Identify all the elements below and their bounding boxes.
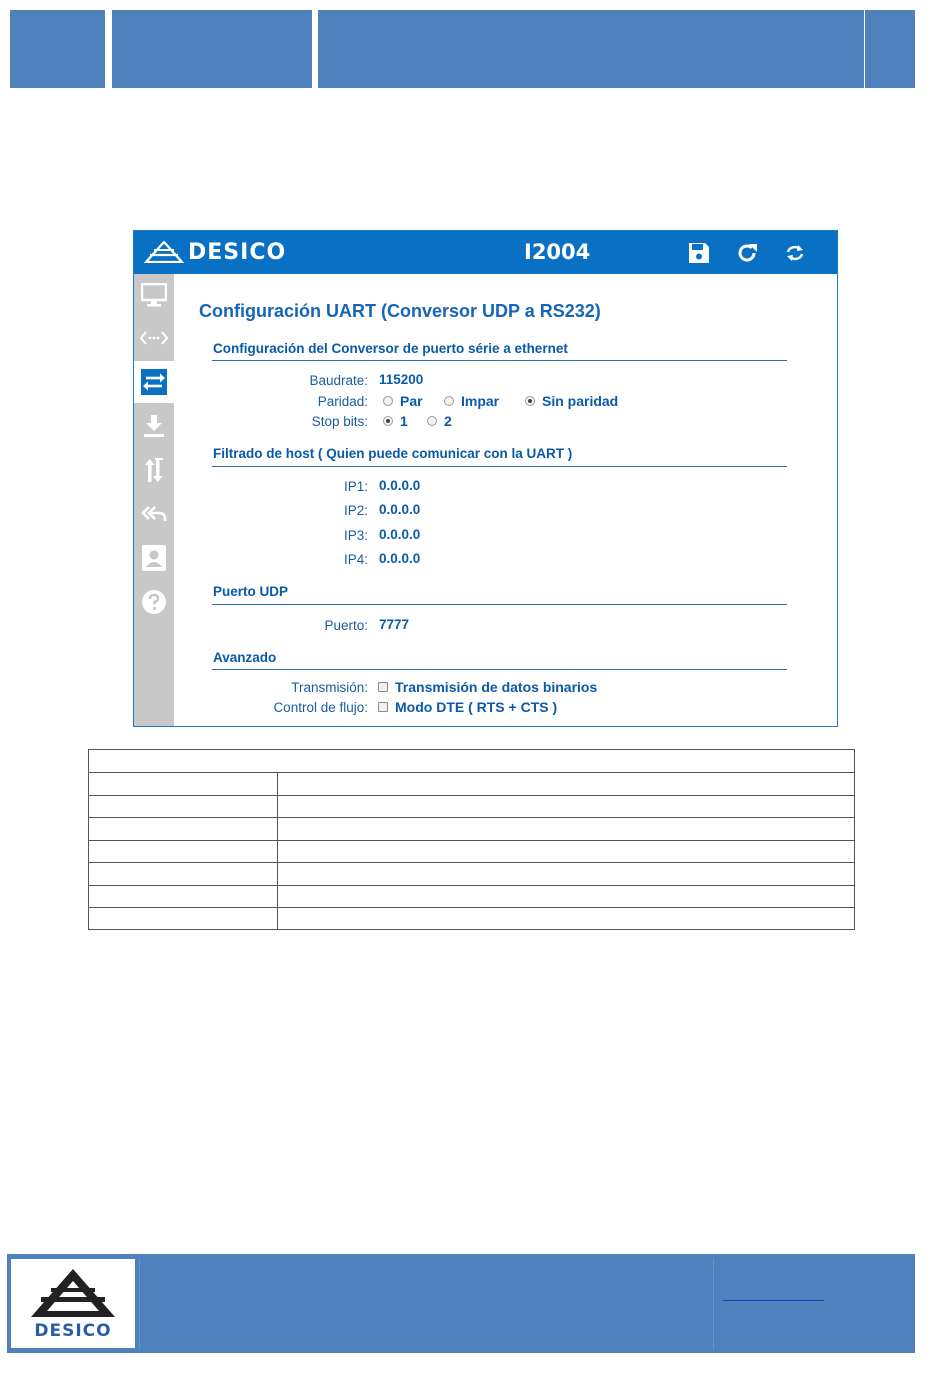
sidebar-item-uart[interactable] bbox=[134, 361, 174, 403]
delta-logo-icon bbox=[144, 241, 184, 263]
section-divider bbox=[212, 360, 787, 361]
sidebar-item-user[interactable] bbox=[134, 537, 174, 579]
sidebar-item-sort[interactable] bbox=[134, 449, 174, 491]
ip1-input[interactable]: 0.0.0.0 bbox=[379, 478, 421, 493]
table-row bbox=[89, 795, 854, 818]
sync-button[interactable] bbox=[782, 240, 808, 266]
ip4-input[interactable]: 0.0.0.0 bbox=[379, 551, 421, 566]
main-content bbox=[174, 274, 837, 726]
radio-icon bbox=[383, 396, 393, 406]
help-icon bbox=[141, 589, 167, 615]
radio-selected-icon bbox=[383, 416, 393, 426]
parity-option-label: Impar bbox=[461, 393, 500, 409]
sidebar-item-monitor[interactable] bbox=[134, 274, 174, 316]
transmission-label: Transmisión: bbox=[291, 680, 368, 695]
udp-port-label: Puerto: bbox=[324, 618, 368, 633]
dte-mode-label: Modo DTE ( RTS + CTS ) bbox=[395, 699, 558, 715]
flow-control-label: Control de flujo: bbox=[273, 700, 368, 715]
user-icon bbox=[142, 545, 166, 571]
monitor-icon bbox=[141, 283, 167, 307]
footer-logo-text: DEЅICO bbox=[34, 1321, 112, 1341]
reply-all-icon bbox=[141, 505, 167, 523]
network-icon bbox=[140, 330, 168, 346]
sidebar-item-download[interactable] bbox=[134, 405, 174, 447]
section-title-udp: Puerto UDP bbox=[213, 584, 289, 599]
dte-mode-checkbox[interactable] bbox=[378, 699, 557, 715]
binary-transmission-label: Transmisión de datos binarios bbox=[395, 679, 598, 695]
parity-option-impar[interactable] bbox=[444, 393, 499, 409]
parity-option-par[interactable] bbox=[383, 393, 423, 409]
table-row bbox=[89, 862, 854, 885]
save-icon bbox=[687, 241, 711, 265]
refresh-icon bbox=[735, 241, 759, 265]
sync-icon bbox=[784, 242, 806, 264]
table-row bbox=[89, 907, 854, 930]
stopbits-option-1[interactable] bbox=[383, 413, 408, 429]
app-header bbox=[134, 231, 837, 274]
save-button[interactable] bbox=[686, 240, 712, 266]
stopbits-label: Stop bits: bbox=[311, 414, 368, 429]
parity-option-label: Par bbox=[400, 393, 423, 409]
radio-icon bbox=[427, 416, 437, 426]
sidebar bbox=[134, 274, 174, 726]
device-config-screenshot bbox=[133, 230, 838, 727]
header-banner-cell-3 bbox=[318, 10, 864, 88]
footer-link[interactable] bbox=[723, 1300, 824, 1301]
sidebar-item-network[interactable] bbox=[134, 317, 174, 359]
download-icon bbox=[143, 414, 165, 438]
table-row bbox=[89, 885, 854, 908]
section-title-serial: Configuración del Conversor de puerto série a ethernet bbox=[213, 341, 568, 356]
section-divider bbox=[212, 466, 787, 467]
stopbits-option-label: 2 bbox=[444, 413, 452, 429]
parameter-table bbox=[88, 749, 855, 930]
baudrate-label: Baudrate: bbox=[309, 373, 368, 388]
header-banner-cell-1 bbox=[10, 10, 105, 88]
table-row bbox=[89, 817, 854, 840]
footer-divider bbox=[139, 1259, 140, 1349]
udp-port-input[interactable]: 7777 bbox=[379, 617, 410, 632]
parity-option-label: Sin paridad bbox=[542, 393, 619, 409]
brand-name: DEЅICO bbox=[188, 239, 287, 265]
table-row bbox=[89, 772, 854, 795]
section-title-host-filter: Filtrado de host ( Quien puede comunicar con la UART ) bbox=[213, 446, 573, 461]
footer-banner bbox=[7, 1254, 915, 1353]
footer-logo bbox=[11, 1259, 135, 1348]
stopbits-option-2[interactable] bbox=[427, 413, 452, 429]
radio-selected-icon bbox=[525, 396, 535, 406]
ip3-label: IP3: bbox=[343, 528, 368, 543]
device-name: I2004 bbox=[524, 240, 591, 264]
transfer-icon bbox=[141, 369, 167, 395]
table-row bbox=[89, 840, 854, 863]
header-banner-cell-4 bbox=[865, 10, 915, 88]
section-divider bbox=[212, 669, 787, 670]
binary-transmission-checkbox[interactable] bbox=[378, 679, 597, 695]
sidebar-item-reply-all[interactable] bbox=[134, 493, 174, 535]
header-banner-cell-2 bbox=[112, 10, 312, 88]
brand-logo bbox=[144, 239, 286, 265]
ip2-input[interactable]: 0.0.0.0 bbox=[379, 502, 421, 517]
parity-option-sin-paridad[interactable] bbox=[525, 393, 618, 409]
ip2-label: IP2: bbox=[343, 503, 368, 518]
sort-icon bbox=[144, 457, 164, 483]
baudrate-input[interactable]: 115200 bbox=[379, 372, 424, 387]
section-title-advanced: Avanzado bbox=[213, 650, 277, 665]
parity-label: Paridad: bbox=[317, 394, 368, 409]
footer-divider bbox=[713, 1259, 714, 1349]
checkbox-icon bbox=[378, 682, 388, 692]
ip4-label: IP4: bbox=[343, 552, 368, 567]
ip3-input[interactable]: 0.0.0.0 bbox=[379, 527, 421, 542]
checkbox-icon bbox=[378, 702, 388, 712]
ip1-label: IP1: bbox=[343, 479, 368, 494]
stopbits-option-label: 1 bbox=[400, 413, 408, 429]
table-column-divider bbox=[277, 773, 278, 930]
refresh-button[interactable] bbox=[734, 240, 760, 266]
radio-icon bbox=[444, 396, 454, 406]
page-title: Configuración UART (Conversor UDP a RS232) bbox=[199, 301, 601, 321]
sidebar-item-help[interactable] bbox=[134, 581, 174, 623]
section-divider bbox=[212, 604, 787, 605]
